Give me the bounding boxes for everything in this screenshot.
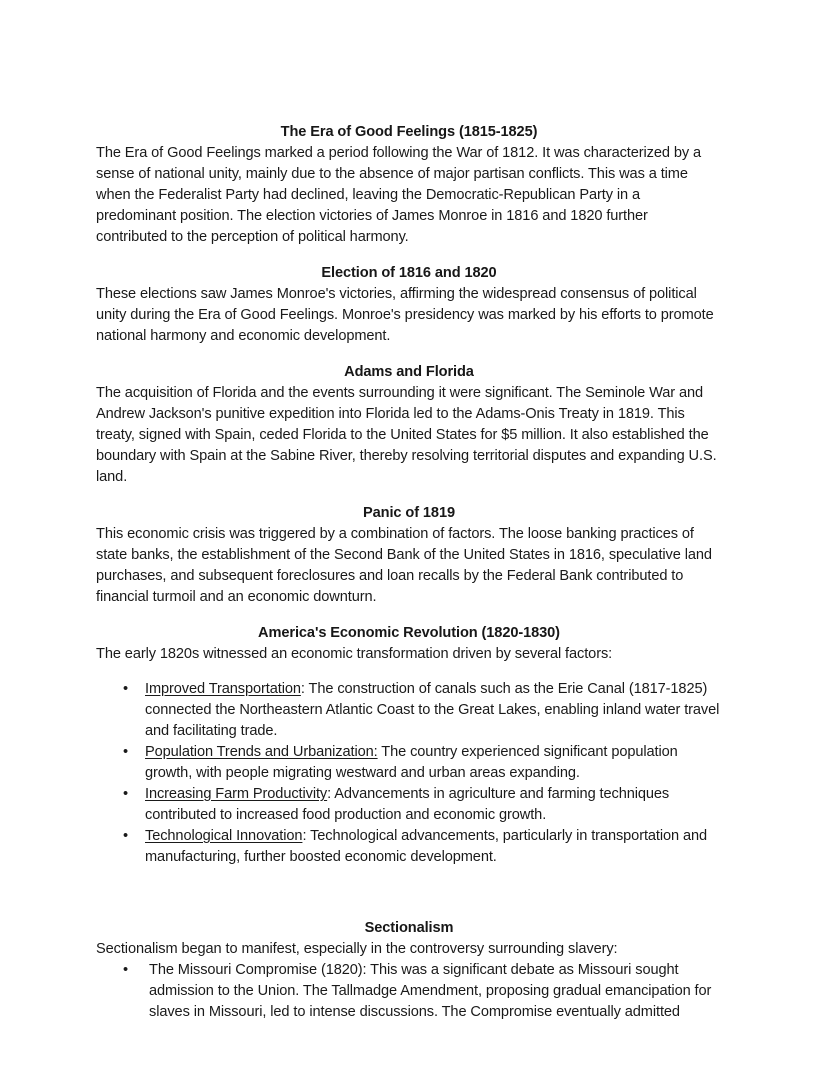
section-heading: Election of 1816 and 1820: [321, 265, 497, 281]
list-item-text: The country experienced significant population growth, with people migrating westward and urban areas expanding.: [145, 744, 678, 781]
section-heading: Sectionalism: [364, 920, 454, 936]
section-spacer: [96, 347, 722, 362]
list-item-text: : Technological advancements, particularly in transportation and manufacturing, further boosted economic development.: [145, 828, 708, 865]
list-spacer: [96, 665, 722, 679]
economic-revolution-list: [96, 679, 722, 868]
list-item: [96, 960, 722, 1023]
section-heading: Adams and Florida: [344, 364, 474, 380]
section-body: These elections saw James Monroe's victories, affirming the widespread consensus of political unity during the Era of Good Feelings. Monroe's presidency was marked by his efforts to promote national harmony and economic development.: [96, 286, 714, 344]
list-item: [96, 742, 722, 784]
section-body: This economic crisis was triggered by a combination of factors. The loose banking practices of state banks, the establishment of the Second Bank of the United States in 1816, speculative land purchases, and subsequent foreclosures and loan recalls by the Federal Bank contributed to financial turmoil and an economic downturn.: [96, 526, 712, 605]
list-item-text: : Advancements in agriculture and farming techniques contributed to increased food production and economic growth.: [145, 786, 670, 823]
section-body: The early 1820s witnessed an economic transformation driven by several factors:: [96, 646, 613, 662]
section-heading: Panic of 1819: [363, 505, 455, 521]
list-item-term: Population Trends and Urbanization:: [145, 744, 378, 760]
section-body: Sectionalism began to manifest, especially in the controversy surrounding slavery:: [96, 941, 618, 957]
list-item-term: Improved Transportation: [145, 681, 301, 697]
list-item: [96, 826, 722, 868]
section-spacer: [96, 488, 722, 503]
list-item-text: : The construction of canals such as the Erie Canal (1817-1825) connected the Northeastern Atlantic Coast to the Great Lakes, enabling inland water travel and facilitating trade.: [145, 681, 720, 739]
list-item: [96, 679, 722, 742]
list-item: [96, 784, 722, 826]
section-body: The acquisition of Florida and the events surrounding it were significant. The Seminole War and Andrew Jackson's punitive expedition into Florida led to the Adams-Onis Treaty in 1819. This treaty, signed with Spain, ceded Florida to the United States for $5 million. It also established the boundary with Spain at the Sabine River, thereby resolving territorial disputes and expanding U.S. land.: [96, 385, 717, 485]
section-spacer: [96, 248, 722, 263]
document-content: [96, 122, 722, 1023]
section-spacer-large: [96, 868, 722, 918]
sectionalism-list: [96, 960, 722, 1023]
section-era-of-good-feelings: [96, 122, 722, 248]
section-heading: The Era of Good Feelings (1815-1825): [280, 124, 538, 140]
section-panic-of-1819: [96, 503, 722, 608]
list-item-text: The Missouri Compromise (1820): This was a significant debate as Missouri sought admission to the Union. The Tallmadge Amendment, proposing gradual emancipation for slaves in Missouri, led to intense discussions. The Compromise eventually admitted: [149, 962, 712, 1020]
list-item-term: Technological Innovation: [145, 828, 303, 844]
section-spacer: [96, 608, 722, 623]
section-economic-revolution: [96, 623, 722, 665]
section-body: The Era of Good Feelings marked a period following the War of 1812. It was characterized by a sense of national unity, mainly due to the absence of major partisan conflicts. This was a time when the Federalist Party had declined, leaving the Democratic-Republican Party in a predominant position. The election victories of James Monroe in 1816 and 1820 further contributed to the perception of political harmony.: [96, 145, 702, 245]
section-heading: America's Economic Revolution (1820-1830): [258, 625, 560, 641]
list-item-term: Increasing Farm Productivity: [145, 786, 328, 802]
section-adams-and-florida: [96, 362, 722, 488]
section-election-1816-1820: [96, 263, 722, 347]
section-sectionalism: [96, 918, 722, 960]
